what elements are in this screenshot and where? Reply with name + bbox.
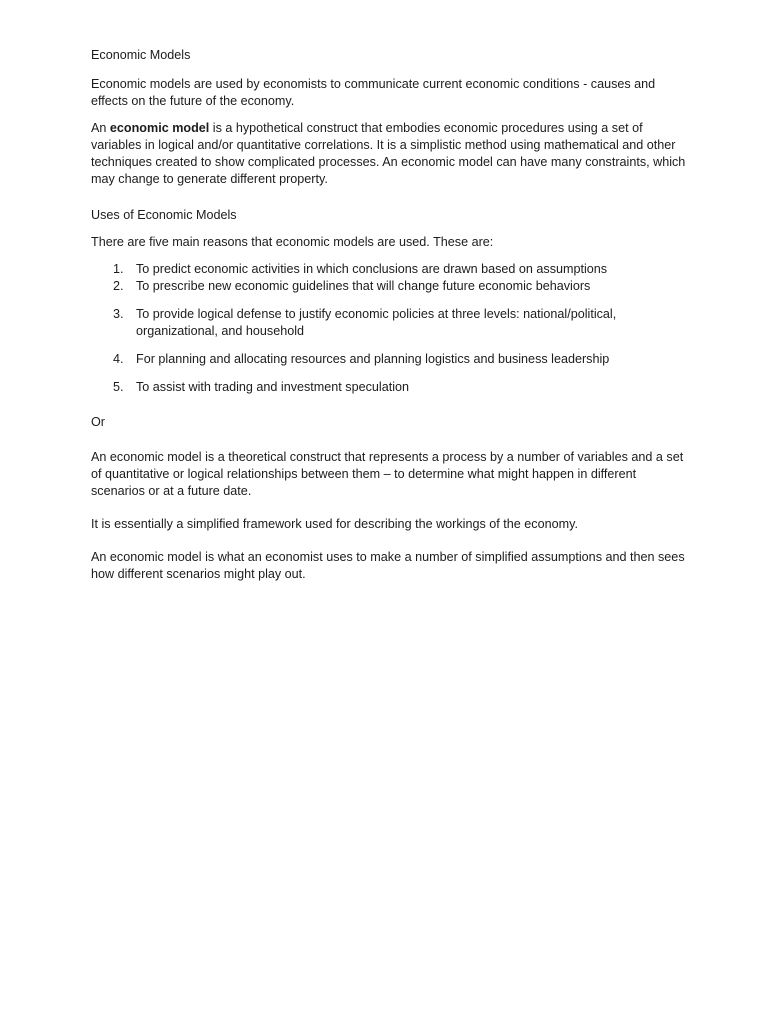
list-item-number: 3. <box>113 307 124 321</box>
list-item-number: 1. <box>113 262 124 276</box>
list-item-text: To provide logical defense to justify economic policies at three levels: national/political, organizational, and household <box>136 307 617 338</box>
list-item-text: To assist with trading and investment speculation <box>136 380 410 394</box>
uses-list <box>91 261 691 396</box>
intro-paragraph: Economic models are used by economists to communicate current economic conditions - causes and effects on the future of the economy. <box>91 77 656 108</box>
framework-paragraph: It is essentially a simplified framework used for describing the workings of the economy. <box>91 517 578 531</box>
list-item-text: To predict economic activities in which conclusions are drawn based on assumptions <box>136 262 608 276</box>
document-body <box>91 47 691 583</box>
definition-term: economic model <box>109 121 210 135</box>
or-separator: Or <box>91 415 105 429</box>
definition-prefix: An <box>91 121 110 135</box>
list-item-text: To prescribe new economic guidelines that will change future economic behaviors <box>136 279 591 293</box>
list-item <box>91 351 691 368</box>
list-item-number: 2. <box>113 279 124 293</box>
alt-definition-paragraph: An economic model is a theoretical construct that represents a process by a number of variables and a set of quantitative or logical relationships between them – to determine what might happen in different scenarios or at a future date. <box>91 450 684 498</box>
list-item <box>91 306 691 340</box>
uses-heading: Uses of Economic Models <box>91 208 237 222</box>
list-item <box>91 379 691 396</box>
list-item <box>91 278 691 295</box>
definition-text: is a hypothetical construct that embodies economic procedures using a set of variables in logical and/or quantitative correlations. It is a simplistic method using mathematical and other techniques created to show complicated processes. An economic model can have many constraints, which may change to generate different property. <box>91 121 686 186</box>
document-title: Economic Models <box>91 48 191 62</box>
uses-intro: There are five main reasons that economic models are used. These are: <box>91 235 494 249</box>
list-item-text: For planning and allocating resources and planning logistics and business leadership <box>136 352 610 366</box>
assumptions-paragraph: An economic model is what an economist uses to make a number of simplified assumptions and then sees how different scenarios might play out. <box>91 550 685 581</box>
definition-paragraph <box>91 120 691 188</box>
list-item-number: 5. <box>113 380 124 394</box>
list-item-number: 4. <box>113 352 124 366</box>
list-item <box>91 261 691 278</box>
